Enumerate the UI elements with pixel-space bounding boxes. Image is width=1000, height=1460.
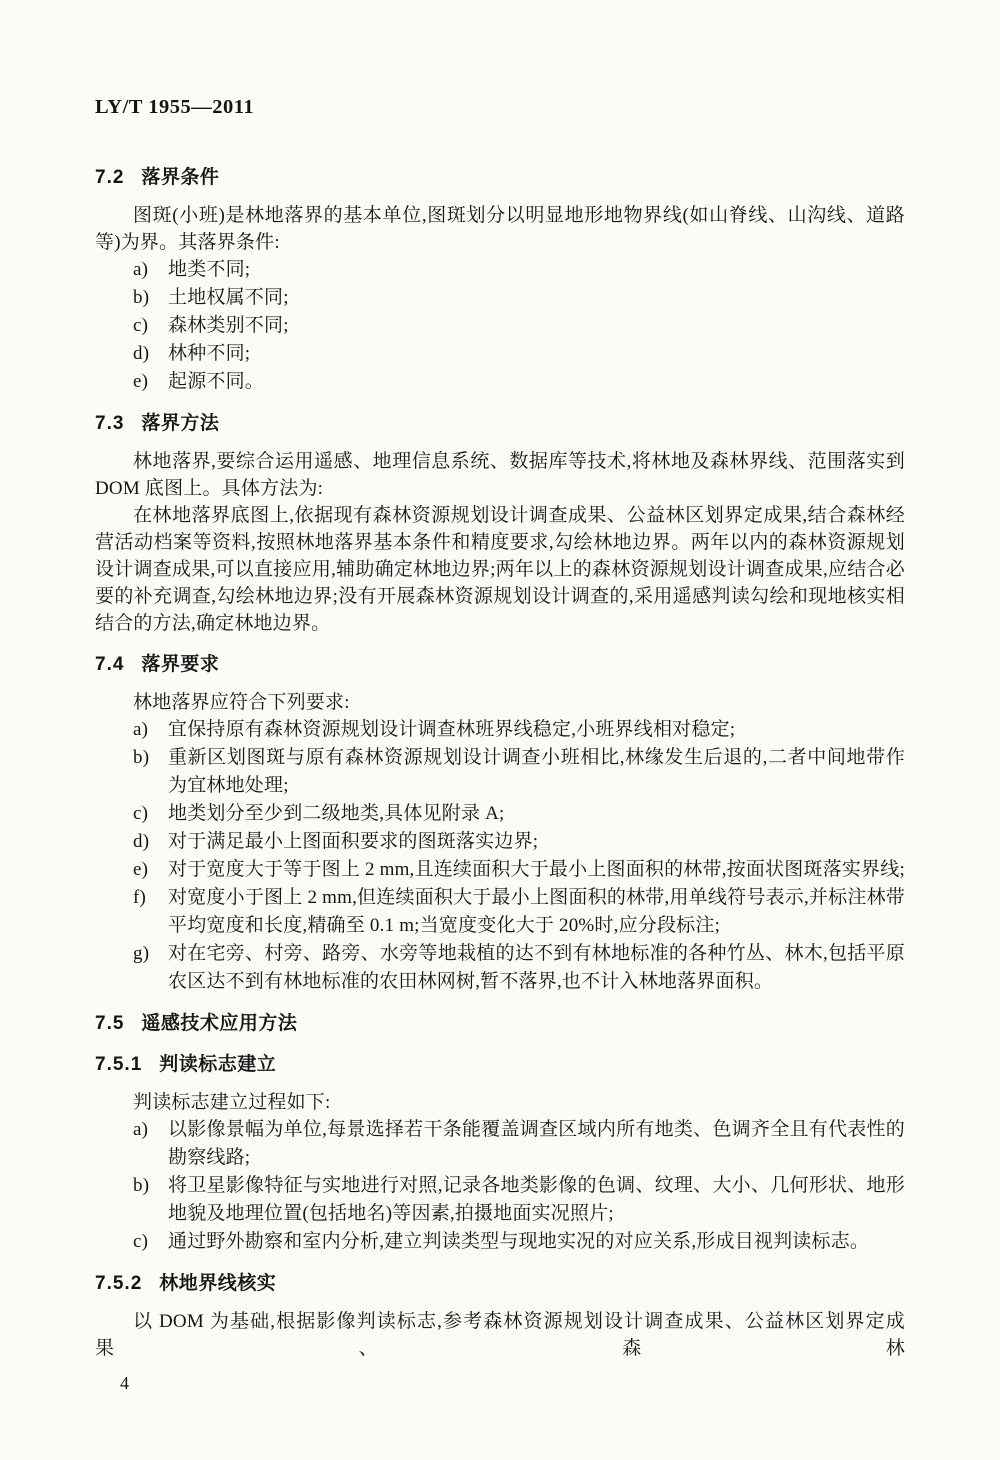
list-item-label: g) xyxy=(133,943,150,964)
section-number: 7.5.2 xyxy=(95,1273,143,1294)
list-item-label: c) xyxy=(133,803,149,824)
list-item-label: a) xyxy=(133,719,149,740)
list-item-text: 对于宽度大于等于图上 2 mm,且连续面积大于最小上图面积的林带,按面状图斑落实界线; xyxy=(168,859,905,880)
standard-code-header: LY/T 1955—2011 xyxy=(95,96,255,118)
list-item xyxy=(95,340,905,368)
list-item-label: f) xyxy=(133,887,147,908)
section-title: 判读标志建立 xyxy=(159,1054,277,1075)
paragraph: 林地落界,要综合运用遥感、地理信息系统、数据库等技术,将林地及森林界线、范围落实到 DOM 底图上。具体方法为: xyxy=(95,451,905,499)
list-item-text: 对于满足最小上图面积要求的图斑落实边界; xyxy=(168,831,539,852)
section-number: 7.5.1 xyxy=(95,1054,143,1075)
paragraph: 在林地落界底图上,依据现有森林资源规划设计调查成果、公益林区划界定成果,结合森林经营活动档案等资料,按照林地落界基本条件和精度要求,勾绘林地边界。两年以内的森林资源规划设计调查成果,可以直接应用,辅助确定林地边界;两年以上的森林资源规划设计调查成果,应结合必要的补充调查,勾绘林地边界;没有开展森林资源规划设计调查的,采用遥感判读勾绘和现地核实相结合的方法,确定林地边界。 xyxy=(95,505,905,634)
requirement-list xyxy=(95,716,905,996)
paragraph: 判读标志建立过程如下: xyxy=(133,1092,331,1113)
list-item-label: c) xyxy=(133,1231,149,1252)
section-title: 遥感技术应用方法 xyxy=(141,1013,298,1034)
list-item-label: c) xyxy=(133,315,149,336)
list-item-text: 林种不同; xyxy=(168,343,251,364)
section-number: 7.3 xyxy=(95,413,125,434)
list-item-text: 重新区划图斑与原有森林资源规划设计调查小班相比,林缘发生后退的,二者中间地带作为宜林地处理; xyxy=(168,747,905,796)
list-item xyxy=(95,1172,905,1228)
list-item-label: b) xyxy=(133,747,150,768)
list-item-text: 对宽度小于图上 2 mm,但连续面积大于最小上图面积的林带,用单线符号表示,并标注林带平均宽度和长度,精确至 0.1 m;当宽度变化大于 20%时,应分段标注; xyxy=(168,887,905,936)
list-item-label: d) xyxy=(133,831,150,852)
section-title: 落界要求 xyxy=(141,654,220,675)
list-item-label: e) xyxy=(133,371,149,392)
paragraph: 林地落界应符合下列要求: xyxy=(133,692,350,713)
section-title: 落界方法 xyxy=(141,413,220,434)
list-item-text: 宜保持原有森林资源规划设计调查林班界线稳定,小班界线相对稳定; xyxy=(168,719,736,740)
list-item-text: 森林类别不同; xyxy=(168,315,289,336)
list-item-text: 将卫星影像特征与实地进行对照,记录各地类影像的色调、纹理、大小、几何形状、地形地貌及地理位置(包括地名)等因素,拍摄地面实况照片; xyxy=(168,1175,905,1224)
section-7-4 xyxy=(95,651,905,996)
list-item xyxy=(95,744,905,800)
condition-list xyxy=(95,256,905,396)
list-item-text: 对在宅旁、村旁、路旁、水旁等地栽植的达不到有林地标准的各种竹丛、林木,包括平原农区达不到有林地标准的农田林网树,暂不落界,也不计入林地落界面积。 xyxy=(168,943,905,992)
section-7-3-heading xyxy=(95,410,905,437)
section-7-2-heading xyxy=(95,164,905,191)
section-7-5-1 xyxy=(95,1051,905,1256)
section-7-2 xyxy=(95,164,905,396)
list-item-text: 通过野外勘察和室内分析,建立判读类型与现地实况的对应关系,形成目视判读标志。 xyxy=(168,1231,870,1252)
section-7-5 xyxy=(95,1010,905,1037)
section-7-3 xyxy=(95,410,905,637)
list-item-label: d) xyxy=(133,343,150,364)
list-item xyxy=(95,940,905,996)
section-7-5-heading xyxy=(95,1010,905,1037)
section-number: 7.4 xyxy=(95,654,125,675)
list-item xyxy=(95,284,905,312)
list-item-label: e) xyxy=(133,859,149,880)
list-item xyxy=(95,368,905,396)
list-item xyxy=(95,1228,905,1256)
list-item-label: a) xyxy=(133,259,149,280)
list-item-text: 起源不同。 xyxy=(168,371,265,392)
section-number: 7.5 xyxy=(95,1013,125,1034)
list-item-text: 地类不同; xyxy=(168,259,251,280)
section-title: 林地界线核实 xyxy=(159,1273,277,1294)
list-item xyxy=(95,828,905,856)
page-number: 4 xyxy=(120,1373,129,1393)
list-item-text: 以影像景幅为单位,每景选择若干条能覆盖调查区域内所有地类、色调齐全且有代表性的勘察线路; xyxy=(168,1119,905,1168)
paragraph: 以 DOM 为基础,根据影像判读标志,参考森林资源规划设计调查成果、公益林区划界定成果、森林 xyxy=(95,1311,905,1359)
list-item-label: a) xyxy=(133,1119,149,1140)
section-7-5-1-heading xyxy=(95,1051,905,1078)
list-item-label: b) xyxy=(133,1175,150,1196)
list-item xyxy=(95,312,905,340)
list-item xyxy=(95,856,905,884)
list-item xyxy=(95,800,905,828)
section-title: 落界条件 xyxy=(141,167,220,188)
section-7-5-2 xyxy=(95,1270,905,1362)
list-item xyxy=(95,884,905,940)
list-item-text: 土地权属不同; xyxy=(168,287,289,308)
paragraph: 图斑(小班)是林地落界的基本单位,图斑划分以明显地形地物界线(如山脊线、山沟线、道路等)为界。其落界条件: xyxy=(95,205,905,253)
list-item xyxy=(95,1116,905,1172)
list-item-label: b) xyxy=(133,287,150,308)
section-number: 7.2 xyxy=(95,167,125,188)
list-item xyxy=(95,716,905,744)
list-item xyxy=(95,256,905,284)
procedure-list xyxy=(95,1116,905,1256)
section-7-4-heading xyxy=(95,651,905,678)
list-item-text: 地类划分至少到二级地类,具体见附录 A; xyxy=(168,803,505,824)
section-7-5-2-heading xyxy=(95,1270,905,1297)
